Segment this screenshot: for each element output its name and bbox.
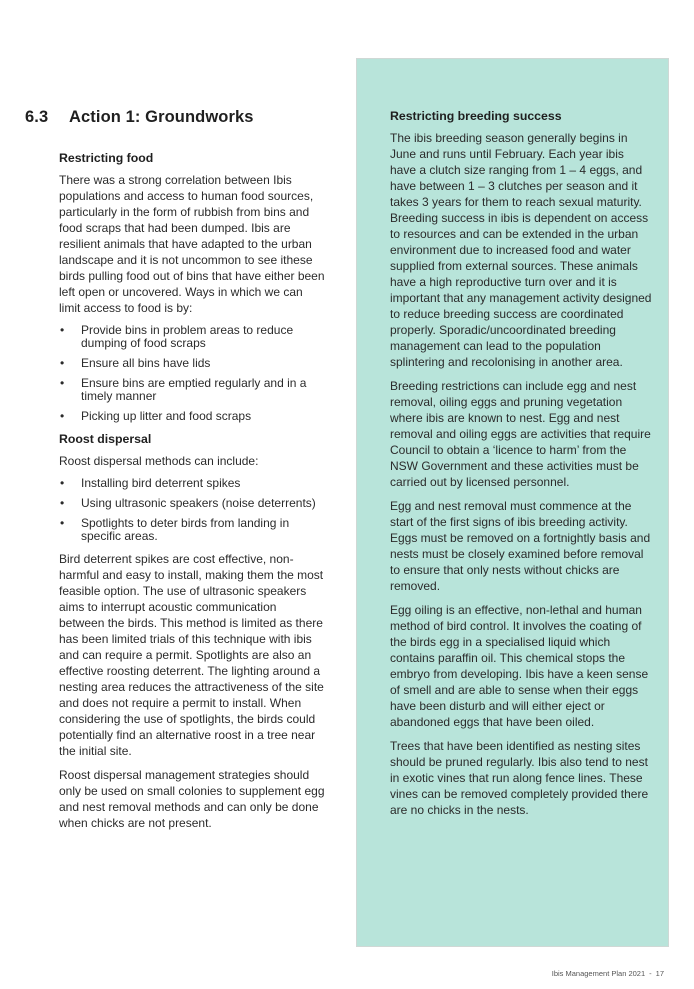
list-item: • Provide bins in problem areas to reduce dumping of food scraps — [59, 324, 325, 350]
breeding-paragraph: The ibis breeding season generally begins in June and runs until February. Each year ibis have a clutch size ranging from 1 – 4 eggs, and have between 1 – 3 clutches per season and it takes 3 years for them to reach sexual maturity. Breeding success in ibis is dependent on access to resources and can be extended in the urban environment due to increased food and water supplied from external sources. These animals have a high reproductive turn over and it is important that any management activity designed to reduce breeding success are coordinated properly. Sporadic/uncoordinated breeding management can lead to the population splintering and recolonising in another area. — [390, 131, 652, 369]
list-item: • Using ultrasonic speakers (noise deterrents) — [59, 497, 325, 510]
roost-dispersal-paragraph: Bird deterrent spikes are cost effective, non-harmful and easy to install, making them the most feasible option. The use of ultrasonic speakers aims to interrupt acoustic communication between the birds. This method is limited as there has been limited trials of this technique with ibis and can require a permit. Spotlights are also an effective roosting deterrent. The lighting around a nesting area reduces the attractiveness of the site and does not require a permit to install. When considering the use of spotlights, the birds could potentially find an alternative roost in a tree near the initial site. — [59, 552, 324, 758]
restricting-food-paragraph: There was a strong correlation between Ibis populations and access to human food sources, particularly in the form of rubbish from bins and food scraps that had been dumped. Ibis are resilient animals that have adapted to the urban landscape and it is not uncommon to see ithese birds pulling food out of bins that have either been left open or uncovered. Ways in which we can limit access to food is by: — [59, 173, 325, 315]
list-item: • Ensure bins are emptied regularly and in a timely manner — [59, 377, 325, 403]
roost-bullet-list — [59, 477, 325, 543]
section-heading — [25, 108, 254, 127]
breeding-paragraph: Egg and nest removal must commence at the start of the first signs of ibis breeding activity. Eggs must be removed on a fortnightly basis and nests must be closely examined before removal to ensure that only nests without chicks are removed. — [390, 499, 651, 593]
breeding-paragraph: Trees that have been identified as nesting sites should be pruned regularly. Ibis also tend to nest in exotic vines that run along fence lines. These vines can be removed completely provided there are no chicks in the nests. — [390, 739, 649, 817]
restricting-food-heading: Restricting food — [59, 151, 154, 165]
roost-dispersal-intro: Roost dispersal methods can include: — [59, 454, 259, 468]
section-title: Action 1: Groundworks — [69, 108, 254, 126]
list-item: • Picking up litter and food scraps — [59, 410, 325, 423]
page-footer — [552, 969, 664, 978]
footer-separator: - — [649, 969, 652, 978]
food-bullet-list — [59, 324, 325, 423]
list-item: • Spotlights to deter birds from landing in specific areas. — [59, 517, 325, 543]
footer-document-title: Ibis Management Plan 2021 — [551, 969, 646, 978]
page-number: 17 — [655, 969, 664, 978]
list-item: • Installing bird deterrent spikes — [59, 477, 325, 490]
roost-dispersal-heading: Roost dispersal — [59, 432, 152, 446]
roost-dispersal-strategies-paragraph: Roost dispersal management strategies should only be used on small colonies to supplement egg and nest removal methods and can only be done when chicks are not present. — [59, 768, 325, 830]
breeding-paragraph: Egg oiling is an effective, non-lethal and human method of bird control. It involves the coating of the birds egg in a specialised liquid which contains paraffin oil. This chemical stops the embryo from developing. Ibis have a keen sense of smell and are able to sense when their eggs have been disturb and will either eject or abandoned eggs that have been oiled. — [390, 603, 649, 729]
left-column — [59, 150, 325, 839]
list-item: • Ensure all bins have lids — [59, 357, 325, 370]
breeding-paragraph: Breeding restrictions can include egg and nest removal, oiling eggs and pruning vegetation where ibis are known to nest. Egg and nest removal and oiling eggs are activities that require Council to obtain a ‘licence to harm’ from the NSW Government and these activities must be carried out by licensed personnel. — [390, 379, 651, 489]
section-number: 6.3 — [25, 108, 49, 126]
right-column — [390, 108, 653, 826]
breeding-success-heading: Restricting breeding success — [390, 109, 562, 123]
